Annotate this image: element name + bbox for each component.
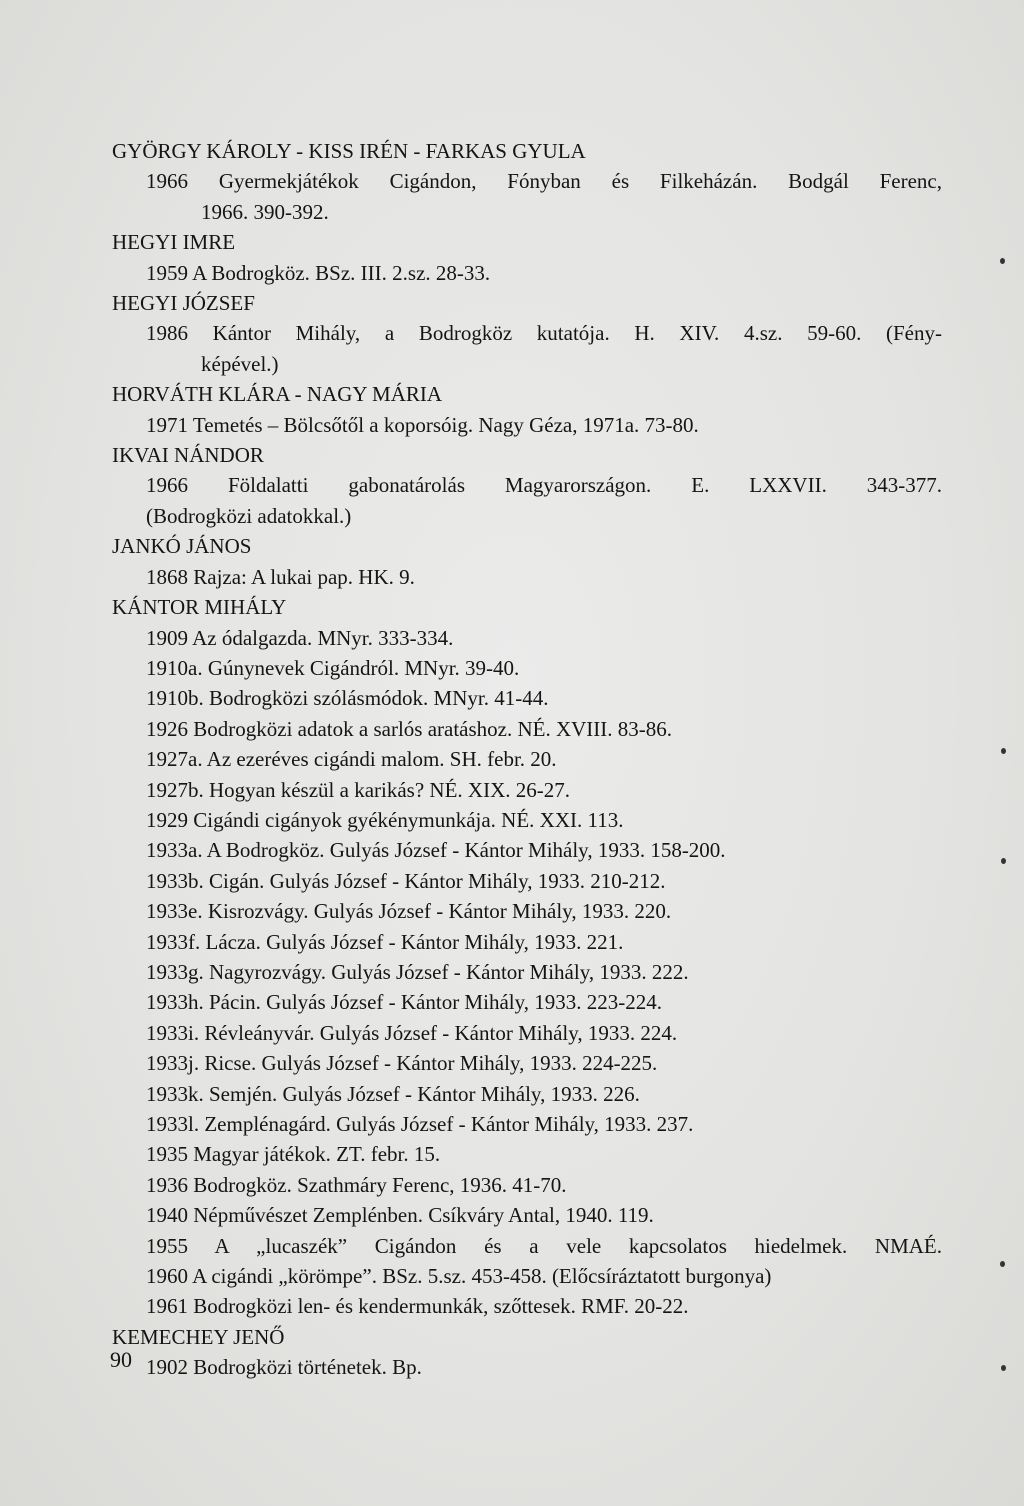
scan-speck <box>1000 1261 1005 1267</box>
bibliography-entry <box>112 318 942 379</box>
entry-line: 1933i. Révleányvár. Gulyás József - Kántor Mihály, 1933. 224. <box>146 1020 678 1045</box>
page-number: 90 <box>110 1347 132 1372</box>
bibliography-entry <box>112 835 942 865</box>
entry-line: 1910a. Gúnynevek Cigándról. MNyr. 39-40. <box>146 655 520 680</box>
bibliography-entry <box>112 896 942 926</box>
bibliography-entry <box>112 410 942 440</box>
bibliography-entry <box>112 166 942 227</box>
entry-line: 1935 Magyar játékok. ZT. febr. 15. <box>146 1142 441 1167</box>
bibliography-entry <box>112 1291 942 1321</box>
entry-line: 1971 Temetés – Bölcsőtől a koporsóig. Nagy Géza, 1971a. 73-80. <box>146 412 699 437</box>
bibliography-entry <box>112 258 942 288</box>
bibliography-entry <box>112 1200 942 1230</box>
bibliography-entry <box>112 683 942 713</box>
bibliography-entry <box>112 562 942 592</box>
scan-speck <box>1001 1365 1006 1371</box>
bibliography-entry <box>112 1170 942 1200</box>
bibliography-entry <box>112 1109 942 1139</box>
entry-line: képével.) <box>201 351 279 376</box>
bibliography-entry <box>112 987 942 1017</box>
entry-line: 1940 Népművészet Zemplénben. Csíkváry Antal, 1940. 119. <box>146 1203 654 1228</box>
bibliography-entry <box>112 866 942 896</box>
author-heading: KEMECHEY JENŐ <box>112 1324 285 1349</box>
scan-speck <box>1001 748 1006 754</box>
entry-line: 1868 Rajza: A lukai pap. HK. 9. <box>146 564 415 589</box>
bibliography-entry <box>112 957 942 987</box>
entry-line: 1933k. Semjén. Gulyás József - Kántor Mihály, 1933. 226. <box>146 1081 640 1106</box>
bibliography-entry <box>112 927 942 957</box>
entry-line: 1960 A cigándi „körömpe”. BSz. 5.sz. 453-458. (Előcsíráztatott burgonya) <box>146 1264 772 1289</box>
entry-line: 1966. 390-392. <box>201 199 329 224</box>
entry-line: 1933b. Cigán. Gulyás József - Kántor Mihály, 1933. 210-212. <box>146 868 666 893</box>
entry-line: 1933f. Lácza. Gulyás József - Kántor Mihály, 1933. 221. <box>146 929 624 954</box>
entry-line: 1902 Bodrogközi történetek. Bp. <box>146 1355 422 1380</box>
entry-line: 1936 Bodrogköz. Szathmáry Ferenc, 1936. 41-70. <box>146 1172 567 1197</box>
entry-line: 1961 Bodrogközi len- és kendermunkák, szőttesek. RMF. 20-22. <box>146 1294 689 1319</box>
entry-line: 1926 Bodrogközi adatok a sarlós aratáshoz. NÉ. XVIII. 83-86. <box>146 716 673 741</box>
author-heading: JANKÓ JÁNOS <box>112 534 252 559</box>
bibliography-entry <box>112 653 942 683</box>
bibliography-list <box>112 136 942 1383</box>
entry-line: 1933e. Kisrozvágy. Gulyás József - Kántor Mihály, 1933. 220. <box>146 899 672 924</box>
author-heading: KÁNTOR MIHÁLY <box>112 595 287 620</box>
bibliography-entry <box>112 805 942 835</box>
bibliography-entry <box>112 623 942 653</box>
entry-line: 1910b. Bodrogközi szólásmódok. MNyr. 41-44. <box>146 686 549 711</box>
bibliography-entry <box>112 1018 942 1048</box>
scan-speck <box>1001 858 1006 864</box>
entry-line: 1955 A „lucaszék” Cigándon és a vele kapcsolatos hiedelmek. NMAÉ. <box>146 1233 942 1258</box>
entry-line: 1933g. Nagyrozvágy. Gulyás József - Kántor Mihály, 1933. 222. <box>146 959 689 984</box>
entry-line: 1986 Kántor Mihály, a Bodrogköz kutatója. H. XIV. 4.sz. 59-60. (Fény- <box>146 321 942 346</box>
author-heading: HEGYI JÓZSEF <box>112 291 255 316</box>
entry-line: 1909 Az ódalgazda. MNyr. 333-334. <box>146 625 454 650</box>
author-heading: HORVÁTH KLÁRA - NAGY MÁRIA <box>112 382 443 407</box>
bibliography-entry <box>112 714 942 744</box>
author-heading: IKVAI NÁNDOR <box>112 443 264 468</box>
entry-line: 1933a. A Bodrogköz. Gulyás József - Kántor Mihály, 1933. 158-200. <box>146 838 726 863</box>
bibliography-entry <box>112 1352 942 1382</box>
bibliography-entry <box>112 470 942 531</box>
bibliography-entry <box>112 1048 942 1078</box>
bibliography-entry <box>112 775 942 805</box>
author-heading: HEGYI IMRE <box>112 230 236 255</box>
entry-line: (Bodrogközi adatokkal.) <box>146 503 352 528</box>
bibliography-entry <box>112 1261 942 1291</box>
entry-line: 1966 Földalatti gabonatárolás Magyarországon. E. LXXVII. 343-377. <box>146 473 942 498</box>
author-heading: GYÖRGY KÁROLY - KISS IRÉN - FARKAS GYULA <box>112 139 586 163</box>
scan-speck <box>1000 258 1005 264</box>
entry-line: 1927b. Hogyan készül a karikás? NÉ. XIX. 26-27. <box>146 777 570 802</box>
entry-line: 1966 Gyermekjátékok Cigándon, Fónyban és Filkeházán. Bodgál Ferenc, <box>146 169 942 194</box>
bibliography-entry <box>112 1139 942 1169</box>
bibliography-entry <box>112 744 942 774</box>
entry-line: 1959 A Bodrogköz. BSz. III. 2.sz. 28-33. <box>146 260 491 285</box>
entry-line: 1927a. Az ezeréves cigándi malom. SH. febr. 20. <box>146 747 557 772</box>
entry-line: 1933j. Ricse. Gulyás József - Kántor Mihály, 1933. 224-225. <box>146 1051 658 1076</box>
bibliography-entry <box>112 1231 942 1261</box>
bibliography-entry <box>112 1079 942 1109</box>
entry-line: 1933h. Pácin. Gulyás József - Kántor Mihály, 1933. 223-224. <box>146 990 662 1015</box>
entry-line: 1933l. Zemplénagárd. Gulyás József - Kántor Mihály, 1933. 237. <box>146 1112 694 1136</box>
entry-line: 1929 Cigándi cigányok gyékénymunkája. NÉ. XXI. 113. <box>146 807 624 832</box>
